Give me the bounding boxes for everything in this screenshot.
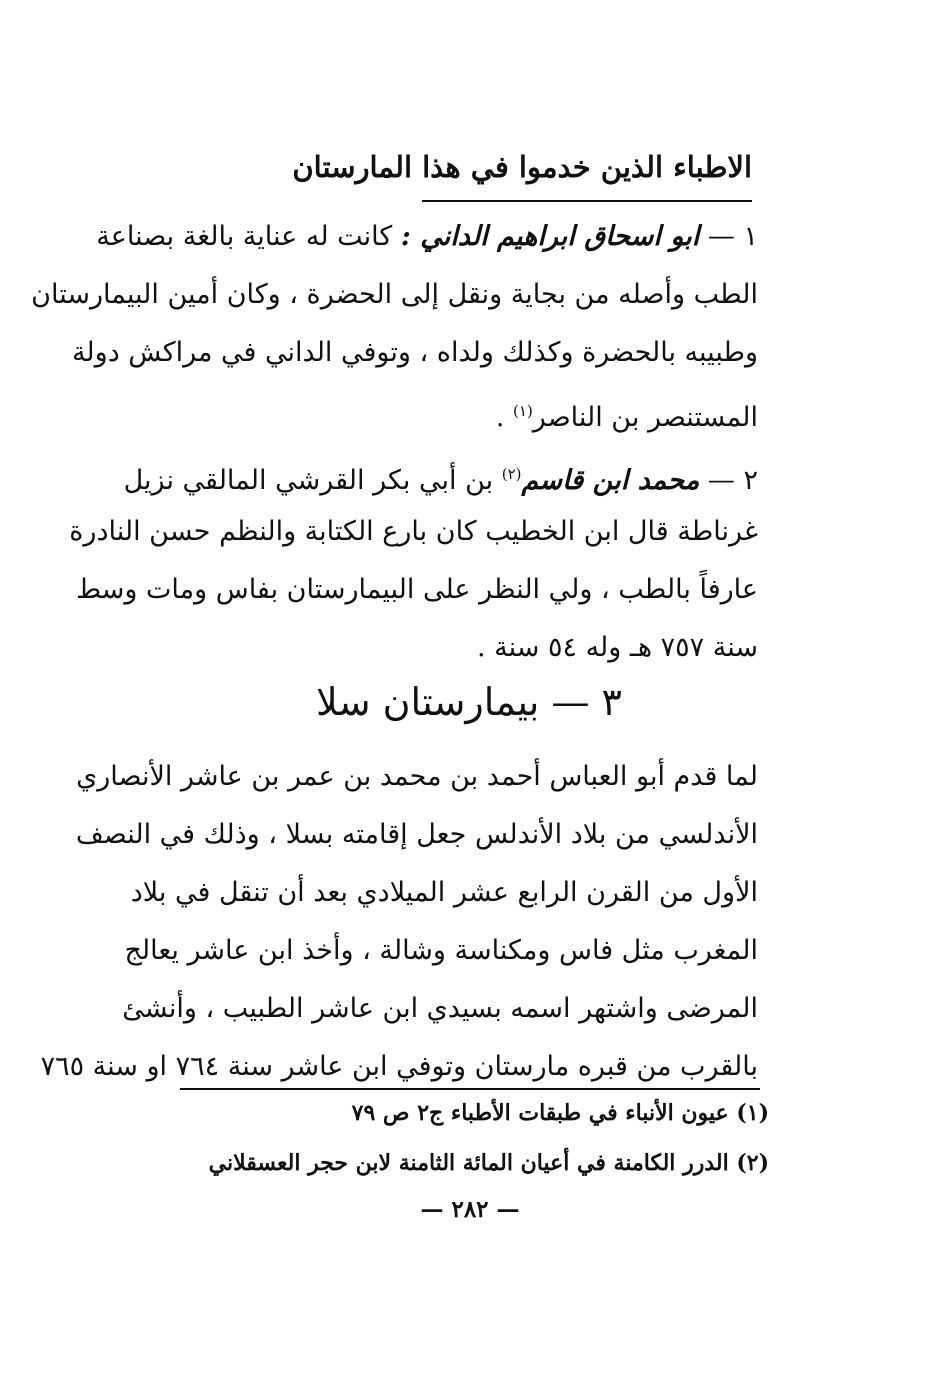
section-paragraph xyxy=(40,748,758,1096)
entry-2-name: محمد ابن قاسم xyxy=(521,465,700,496)
entry-1-name: ابو اسحاق ابراهيم الداني : xyxy=(400,221,700,252)
entry-1-line-1 xyxy=(96,208,758,266)
entry-2-line-2: غرناطة قال ابن الخطيب كان بارع الكتابة والنظم حسن النادرة xyxy=(69,516,758,547)
entry-2-line-3: عارفاً بالطب ، ولي النظر على البيمارستان بفاس ومات وسط xyxy=(76,574,758,605)
entry-1-text: كانت له عناية بالغة بصناعة xyxy=(96,221,393,252)
footnote-ref-1: (١) xyxy=(513,402,533,420)
entry-2 xyxy=(69,445,758,677)
entry-2-line-1 xyxy=(123,445,758,503)
section-title: ٣ — بيمارستان سلا xyxy=(316,680,622,724)
entry-1-line-3: وطبيبه بالحضرة وكذلك ولداه ، وتوفي الداني في مراكش دولة xyxy=(71,337,758,368)
paragraph-line: الأندلسي من بلاد الأندلس جعل إقامته بسلا ، وذلك في النصف xyxy=(75,819,758,850)
footnote-1: (١) عيون الأنباء في طبقات الأطباء ج٢ ص ٧٩ xyxy=(351,1100,769,1126)
paragraph-line: المرضى واشتهر اسمه بسيدي ابن عاشر الطبيب ، وأنشئ xyxy=(122,993,758,1024)
entry-2-line-4: سنة ٧٥٧ هـ وله ٥٤ سنة . xyxy=(476,632,758,663)
entry-1-line-4: المستنصر بن الناصر$^{(١)}$ . xyxy=(495,402,758,433)
footnote-ref-2: (٢) xyxy=(501,465,522,483)
paragraph-line: لما قدم أبو العباس أحمد بن محمد بن عمر بن عاشر الأنصاري xyxy=(76,761,758,792)
page-number: — ٢٨٢ — xyxy=(420,1196,520,1223)
entry-2-text: بن أبي بكر القرشي المالقي نزيل xyxy=(123,465,494,496)
entry-1 xyxy=(31,208,758,440)
entry-2-number: ٢ — xyxy=(707,465,758,496)
running-head-rule xyxy=(422,200,752,202)
footnote-rule xyxy=(180,1088,760,1090)
paragraph-line: الأول من القرن الرابع عشر الميلادي بعد أن تنقل في بلاد xyxy=(130,877,758,908)
entry-1-number: ١ — xyxy=(707,221,758,252)
paragraph-line: المغرب مثل فاس ومكناسة وشالة ، وأخذ ابن عاشر يعالج xyxy=(124,935,758,966)
footnote-2: (٢) الدرر الكامنة في أعيان المائة الثامنة لابن حجر العسقلاني xyxy=(208,1150,769,1176)
running-head: الاطباء الذين خدموا في هذا المارستان xyxy=(292,150,752,184)
paragraph-line: بالقرب من قبره مارستان وتوفي ابن عاشر سنة ٧٦٤ او سنة ٧٦٥ xyxy=(40,1051,758,1082)
entry-1-line-2: الطب وأصله من بجاية ونقل إلى الحضرة ، وكان أمين البيمارستان xyxy=(31,279,758,310)
